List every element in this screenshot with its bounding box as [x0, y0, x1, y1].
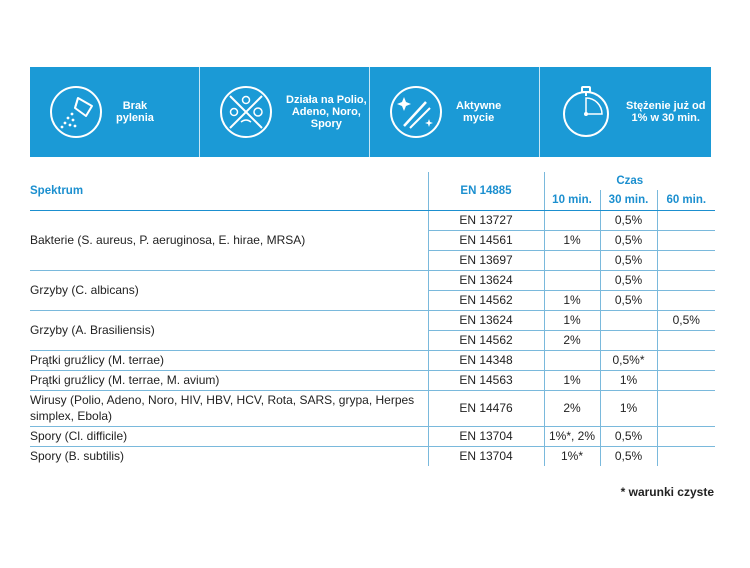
t10-cell: 1% [544, 370, 600, 390]
feature-label: Aktywne mycie [456, 100, 502, 124]
norm-cell: EN 13624 [428, 270, 544, 290]
t60-cell [657, 270, 715, 290]
table-row [30, 426, 715, 446]
table-row [30, 310, 715, 330]
table-row [30, 270, 715, 290]
spectrum-cell: Wirusy (Polio, Adeno, Noro, HIV, HBV, HCV, Rota, SARS, grypa, Herpes simplex, Ebola) [30, 390, 428, 426]
no-virus-bacteria-icon [218, 84, 274, 140]
norm-cell: EN 13704 [428, 426, 544, 446]
powder-scoop-icon [48, 84, 104, 140]
spectrum-cell: Spory (B. subtilis) [30, 449, 125, 464]
norm-cell: EN 14563 [428, 370, 544, 390]
t60-cell [657, 230, 715, 250]
feature-banner [30, 67, 711, 157]
spectrum-cell: Prątki gruźlicy (M. terrae, M. avium) [30, 370, 428, 390]
spectrum-cell: Grzyby (C. albicans) [30, 270, 428, 310]
t10-cell: 1% [544, 290, 600, 310]
norm-cell: EN 14561 [428, 230, 544, 250]
t30-cell: 0,5% [600, 270, 657, 290]
t10-cell: 2% [544, 390, 600, 426]
stopwatch-icon [558, 84, 614, 140]
t60-cell [657, 446, 715, 466]
t60-cell [657, 350, 715, 370]
footnote: * warunki czyste [620, 485, 714, 499]
t10-cell: 1% [544, 230, 600, 250]
t60-cell [657, 290, 715, 310]
spectrum-cell: Grzyby (A. Brasiliensis) [30, 310, 428, 350]
t30-cell: 0,5% [600, 210, 657, 230]
t60-cell [657, 370, 715, 390]
norm-cell: EN 14562 [428, 330, 544, 350]
spectrum-cell: Spory (Cl. difficile) [30, 426, 428, 446]
t10-cell: 1%* [544, 446, 600, 466]
t60-cell [657, 210, 715, 230]
feature-label: Brak pylenia [116, 100, 154, 124]
t30-cell: 0,5% [600, 290, 657, 310]
t30-cell [600, 310, 657, 330]
norm-cell: EN 13727 [428, 210, 544, 230]
table-row [30, 390, 715, 426]
t30-cell: 1% [600, 390, 657, 426]
t60-cell [657, 390, 715, 426]
t60-cell [657, 426, 715, 446]
column-header-60min: 60 min. [657, 190, 715, 210]
feature-label: Działa na Polio, Adeno, Noro, Spory [286, 94, 367, 130]
t60-cell [657, 250, 715, 270]
table-row [30, 350, 715, 370]
column-header-time: Czas [544, 172, 715, 190]
t60-cell [657, 330, 715, 350]
t30-cell: 0,5% [600, 446, 657, 466]
table-header-row [30, 172, 715, 190]
norm-cell: EN 13697 [428, 250, 544, 270]
feature-no-dusting [30, 67, 200, 157]
t10-cell: 1% [544, 310, 600, 330]
column-header-spectrum: Spektrum [30, 172, 428, 210]
spectrum-table [30, 172, 715, 466]
table-row [30, 370, 715, 390]
column-header-30min: 30 min. [600, 190, 657, 210]
t10-cell [544, 250, 600, 270]
t30-cell: 0,5% [600, 250, 657, 270]
t60-cell: 0,5% [657, 310, 715, 330]
t10-cell [544, 210, 600, 230]
feature-label: Stężenie już od 1% w 30 min. [626, 100, 706, 124]
spectrum-cell: Prątki gruźlicy (M. terrae) [30, 350, 428, 370]
norm-cell: EN 13704 [428, 446, 544, 466]
t10-cell [544, 350, 600, 370]
t30-cell: 0,5% [600, 426, 657, 446]
t30-cell: 0,5%* [600, 350, 657, 370]
feature-active-washing [370, 67, 540, 157]
norm-cell: EN 14562 [428, 290, 544, 310]
t30-cell: 0,5% [600, 230, 657, 250]
feature-virus-action [200, 67, 370, 157]
table-row [30, 210, 715, 230]
spectrum-cell: Bakterie (S. aureus, P. aeruginosa, E. hirae, MRSA) [30, 210, 428, 270]
t30-cell [600, 330, 657, 350]
norm-cell: EN 13624 [428, 310, 544, 330]
instruments-sparkle-icon [388, 84, 444, 140]
t10-cell: 2% [544, 330, 600, 350]
t30-cell: 1% [600, 370, 657, 390]
t10-cell [544, 270, 600, 290]
feature-concentration [540, 67, 711, 157]
t10-cell: 1%*, 2% [544, 426, 600, 446]
column-header-10min: 10 min. [544, 190, 600, 210]
norm-cell: EN 14476 [428, 390, 544, 426]
norm-cell: EN 14348 [428, 350, 544, 370]
column-header-norm: EN 14885 [428, 172, 544, 210]
table-row [30, 446, 715, 466]
